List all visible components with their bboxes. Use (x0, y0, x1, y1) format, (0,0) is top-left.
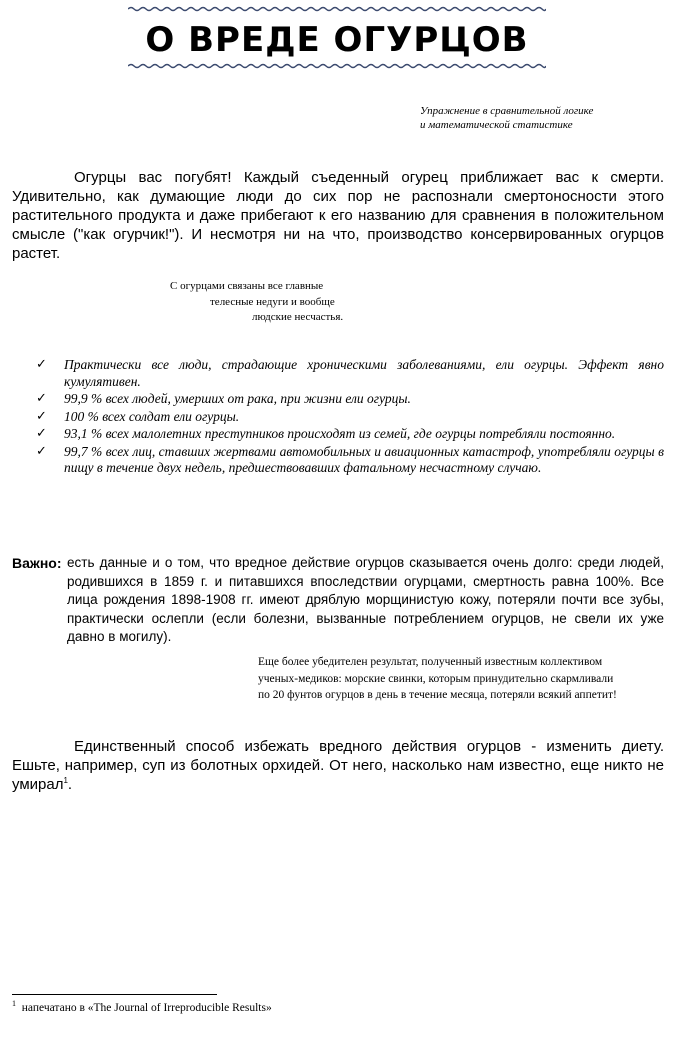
statistics-list (36, 357, 664, 478)
list-item-text: 99,7 % всех лиц, ставших жертвами автомобильных и авиационных катастроф, употребляли огурцы в пищу в течение двух недель, предшествовавших фатальному несчастному случаю. (64, 443, 664, 475)
important-label: Важно: (12, 555, 62, 571)
epigraph (420, 104, 660, 132)
list-item-text: 100 % всех солдат ели огурцы. (64, 408, 240, 424)
checkmark-icon: ✓ (36, 357, 47, 372)
pull-quote-1-line-2: телесные недуги и вообще (210, 295, 335, 308)
page-title: О ВРЕДЕ ОГУРЦОВ (145, 20, 529, 60)
pull-quote-1-line-3: людские несчастья. (252, 311, 344, 323)
footnote-number: 1 (12, 999, 16, 1009)
list-item (36, 444, 664, 477)
checkmark-icon: ✓ (36, 391, 47, 406)
footnote-reference: 1 (63, 776, 68, 785)
checkmark-icon: ✓ (36, 426, 47, 441)
intro-paragraph: Огурцы вас погубят! Каждый съеденный огурец приближает вас к смерти. Удивительно, как думающие люди до сих пор не распознали смертоносности этого растительного продукта и даже прибегают к его названию для сравнения в положительном смысле ("как огурчик!"). И несмотря ни на что, производство консервированных огурцов растет. (12, 169, 664, 262)
list-item (36, 426, 664, 443)
title-wave-rule-top (128, 6, 546, 12)
epigraph-line-1: Упражнение в сравнительной логике (420, 105, 594, 117)
list-item (36, 357, 664, 390)
important-text: есть данные и о том, что вредное действие огурцов сказывается очень долго: среди людей, родившихся в 1859 г. и питавшихся впоследствии огурцами, смертность равна 100%. Все лица рождения 1898-1908 гг. имеют дряблую морщинистую кожу, потеряли почти все зубы, практически ослепли (если болезни, вызванные потреблением огурцов, не свели их уже давно в могилу). (67, 555, 664, 644)
pull-quote-2: Еще более убедителен результат, полученный известным коллективом ученых-медиков: морские свинки, которым принудительно скармливали по 20 фунтов огурцов в день в течение месяца, потеряли всякий аппетит! (258, 656, 617, 701)
pull-quote-1-line-1: С огурцами связаны все главные (170, 280, 324, 292)
epigraph-line-2: и математической статистике (420, 119, 573, 131)
closing-paragraph-text: Единственный способ избежать вредного действия огурцов - изменить диету. Ешьте, например, суп из болотных орхидей. От него, насколько нам известно, еще никто не умирал (12, 738, 664, 793)
title-block (128, 6, 546, 70)
closing-paragraph: Единственный способ избежать вредного действия огурцов - изменить диету. Ешьте, например, суп из болотных орхидей. От него, насколько нам известно, еще никто не умирал$^1$. (12, 738, 664, 793)
list-item-text: 93,1 % всех малолетних преступников происходят из семей, где огурцы потребляли постоянно. (64, 426, 616, 441)
checkmark-icon: ✓ (36, 443, 47, 459)
pull-quote-1 (170, 279, 390, 326)
important-note (12, 554, 664, 647)
title-wave-rule-bottom (128, 63, 546, 69)
footnote-divider (12, 994, 217, 995)
list-item-text: 99,9 % всех людей, умерших от рака, при жизни ели огурцы. (64, 391, 411, 406)
list-item-text: Практически все люди, страдающие хроническими заболеваниями, ели огурцы. Эффект явно кумулятивен. (64, 357, 664, 389)
list-item (36, 391, 664, 408)
footnote-text: напечатано в «The Journal of Irreproducible Results» (21, 1002, 272, 1014)
list-item (36, 409, 664, 426)
checkmark-icon: ✓ (36, 408, 47, 424)
footnote (12, 1001, 652, 1016)
